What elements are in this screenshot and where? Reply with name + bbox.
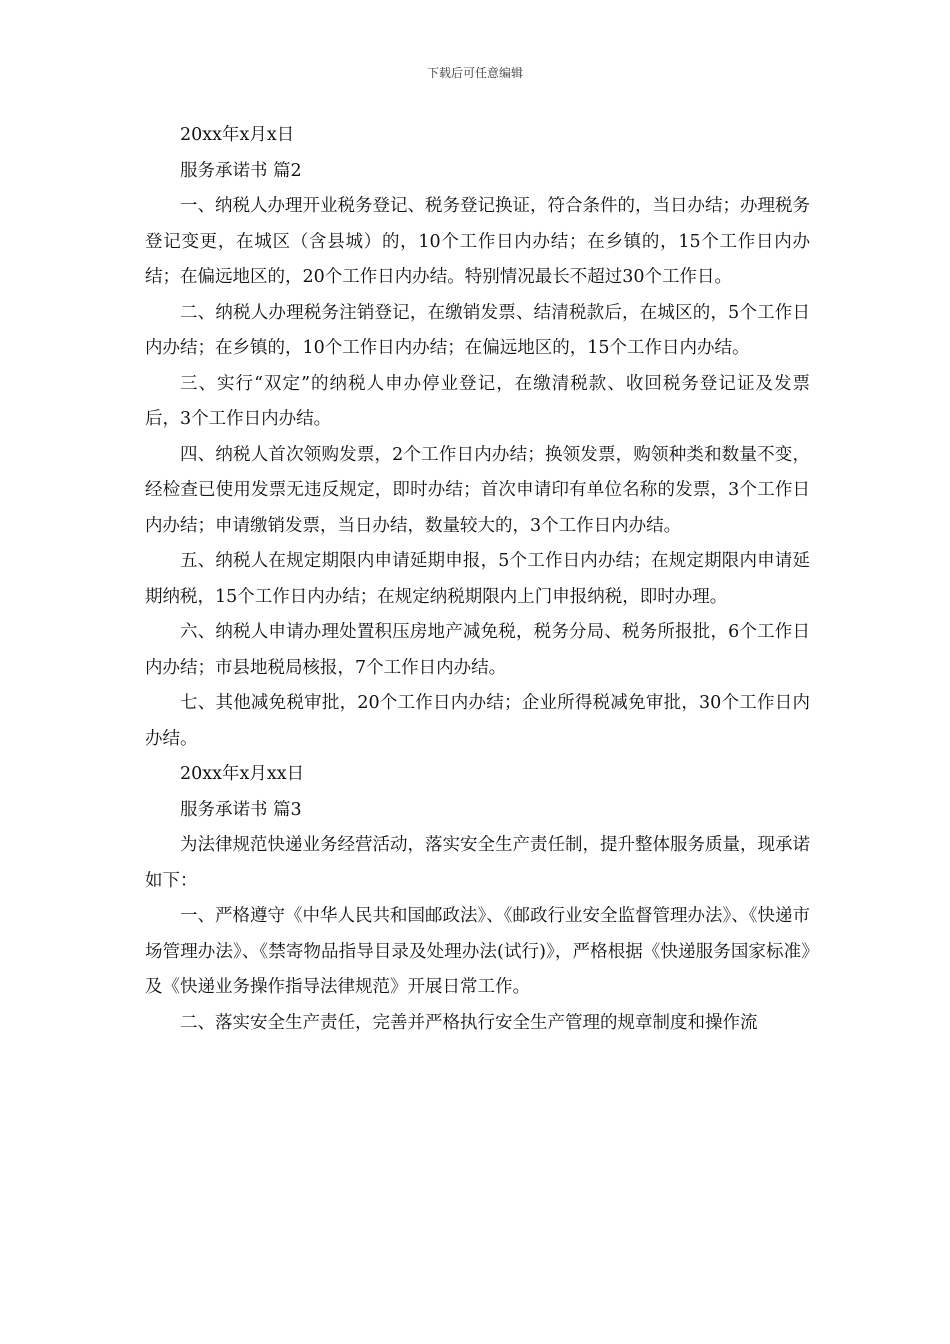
paragraph: 三、实行“双定”的纳税人申办停业登记，在缴清税款、收回税务登记证及发票后，3个工作日内办结。	[145, 373, 810, 429]
date-line: 20xx年x月xx日	[180, 764, 305, 784]
paragraph: 一、严格遵守《中华人民共和国邮政法》、《邮政行业安全监督管理办法》、《快递市场管理办法》、《禁寄物品指导目录及处理办法(试行)》，严格根据《快递服务国家标准》及《快递业务操作指导法律规范》开展日常工作。	[145, 906, 810, 997]
intro-paragraph: 为法律规范快递业务经营活动，落实安全生产责任制，提升整体服务质量，现承诺如下：	[145, 835, 810, 891]
paragraph: 五、纳税人在规定期限内申请延期申报，5个工作日内办结；在规定期限内申请延期纳税，15个工作日内办结；在规定纳税期限内上门申报纳税，即时办理。	[145, 551, 810, 607]
date-line: 20xx年x月x日	[180, 125, 295, 145]
paragraph: 二、纳税人办理税务注销登记，在缴销发票、结清税款后，在城区的，5个工作日内办结；在乡镇的，10个工作日内办结；在偏远地区的，15个工作日内办结。	[145, 302, 810, 358]
document-body	[145, 118, 810, 1041]
paragraph: 一、纳税人办理开业税务登记、税务登记换证，符合条件的，当日办结；办理税务登记变更，在城区（含县城）的，10个工作日内办结；在乡镇的，15个工作日内办结；在偏远地区的，20个工作日内办结。特别情况最长不超过30个工作日。	[145, 196, 810, 287]
page-header: 下载后可任意编辑	[426, 66, 523, 80]
paragraph: 四、纳税人首次领购发票，2个工作日内办结；换领发票，购领种类和数量不变，经检查已使用发票无违反规定，即时办结；首次申请印有单位名称的发票，3个工作日内办结；申请缴销发票，当日办结，数量较大的，3个工作日内办结。	[145, 444, 810, 536]
section-title: 服务承诺书 篇2	[180, 160, 302, 181]
section-title: 服务承诺书 篇3	[180, 799, 302, 820]
paragraph: 七、其他减免税审批，20个工作日内办结；企业所得税减免审批，30个工作日内办结。	[145, 693, 810, 749]
paragraph: 六、纳税人申请办理处置积压房地产减免税，税务分局、税务所报批，6个工作日内办结；市县地税局核报，7个工作日内办结。	[145, 622, 810, 678]
paragraph: 二、落实安全生产责任，完善并严格执行安全生产管理的规章制度和操作流	[180, 1012, 758, 1033]
